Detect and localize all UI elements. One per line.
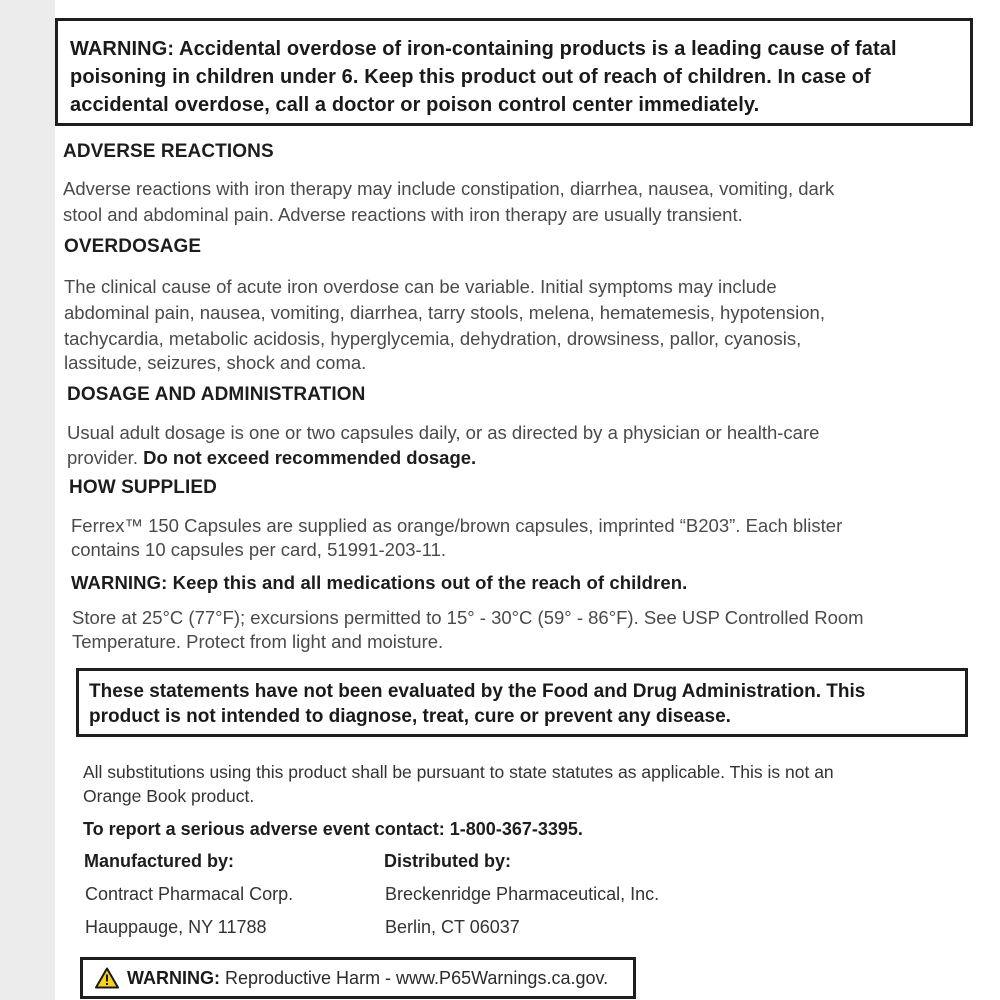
how-supplied-line-1: Ferrex™ 150 Capsules are supplied as orange/brown capsules, imprinted “B203”. Each blister bbox=[71, 515, 843, 536]
distributor-address: Berlin, CT 06037 bbox=[385, 917, 520, 937]
overdosage-line-1: The clinical cause of acute iron overdose can be variable. Initial symptoms may include bbox=[64, 276, 777, 297]
manufactured-by-label: Manufactured by: bbox=[84, 851, 235, 871]
overdose-warning-line-1: WARNING: Accidental overdose of iron-containing products is a leading cause of fatal bbox=[70, 38, 897, 60]
manufacturer-name: Contract Pharmacal Corp. bbox=[85, 884, 294, 904]
prop65-warning-box bbox=[80, 957, 636, 999]
children-warning: WARNING: Keep this and all medications out of the reach of children. bbox=[71, 572, 688, 593]
dosage-line-2 bbox=[67, 446, 476, 470]
dosage-line-1: Usual adult dosage is one or two capsules daily, or as directed by a physician or health-care bbox=[67, 422, 820, 443]
distributor-name: Breckenridge Pharmaceutical, Inc. bbox=[385, 884, 660, 904]
fda-disclaimer-line-2: product is not intended to diagnose, treat, cure or prevent any disease. bbox=[89, 706, 731, 727]
fda-disclaimer-box bbox=[76, 668, 968, 737]
overdosage-line-3: tachycardia, metabolic acidosis, hyperglycemia, dehydration, drowsiness, pallor, cyanosis, bbox=[64, 328, 802, 349]
manufacturer-address: Hauppauge, NY 11788 bbox=[85, 917, 267, 937]
dosage-do-not-exceed: Do not exceed recommended dosage. bbox=[143, 447, 477, 468]
adverse-reactions-line-1: Adverse reactions with iron therapy may include constipation, diarrhea, nausea, vomiting, dark bbox=[63, 178, 835, 199]
overdose-warning-line-3: accidental overdose, call a doctor or poison control center immediately. bbox=[70, 94, 760, 116]
storage-line-1: Store at 25°C (77°F); excursions permitted to 15° - 30°C (59° - 86°F). See USP Controlled Room bbox=[72, 607, 864, 628]
fda-disclaimer-line-1: These statements have not been evaluated by the Food and Drug Administration. This bbox=[89, 681, 866, 702]
prop65-warning-text bbox=[127, 968, 608, 989]
distributed-by-label: Distributed by: bbox=[384, 851, 512, 871]
adverse-reactions-heading: ADVERSE REACTIONS bbox=[63, 141, 274, 162]
overdosage-line-4: lassitude, seizures, shock and coma. bbox=[64, 352, 367, 373]
substitution-line-1: All substitutions using this product shall be pursuant to state statutes as applicable. This is not an bbox=[83, 762, 834, 782]
how-supplied-heading: HOW SUPPLIED bbox=[69, 477, 217, 498]
dosage-heading: DOSAGE AND ADMINISTRATION bbox=[67, 384, 366, 405]
overdosage-heading: OVERDOSAGE bbox=[64, 236, 202, 257]
storage-line-2: Temperature. Protect from light and moisture. bbox=[72, 631, 444, 652]
adverse-reactions-line-2: stool and abdominal pain. Adverse reactions with iron therapy are usually transient. bbox=[63, 204, 743, 225]
warning-triangle-icon bbox=[95, 967, 119, 989]
substitution-line-2: Orange Book product. bbox=[83, 786, 255, 806]
overdose-warning-box bbox=[55, 18, 973, 126]
overdosage-line-2: abdominal pain, nausea, vomiting, diarrhea, tarry stools, melena, hematemesis, hypotension, bbox=[64, 302, 825, 323]
overdose-warning-line-2: poisoning in children under 6. Keep this product out of reach of children. In case of bbox=[70, 66, 871, 88]
adverse-event-report: To report a serious adverse event contact: 1-800-367-3395. bbox=[83, 819, 583, 839]
how-supplied-line-2: contains 10 capsules per card, 51991-203-11. bbox=[71, 539, 447, 560]
prop65-warning-label: WARNING: bbox=[127, 967, 220, 988]
dosage-line-2-text: provider. bbox=[67, 447, 144, 468]
prop65-warning-message: Reproductive Harm - www.P65Warnings.ca.gov. bbox=[220, 967, 609, 988]
